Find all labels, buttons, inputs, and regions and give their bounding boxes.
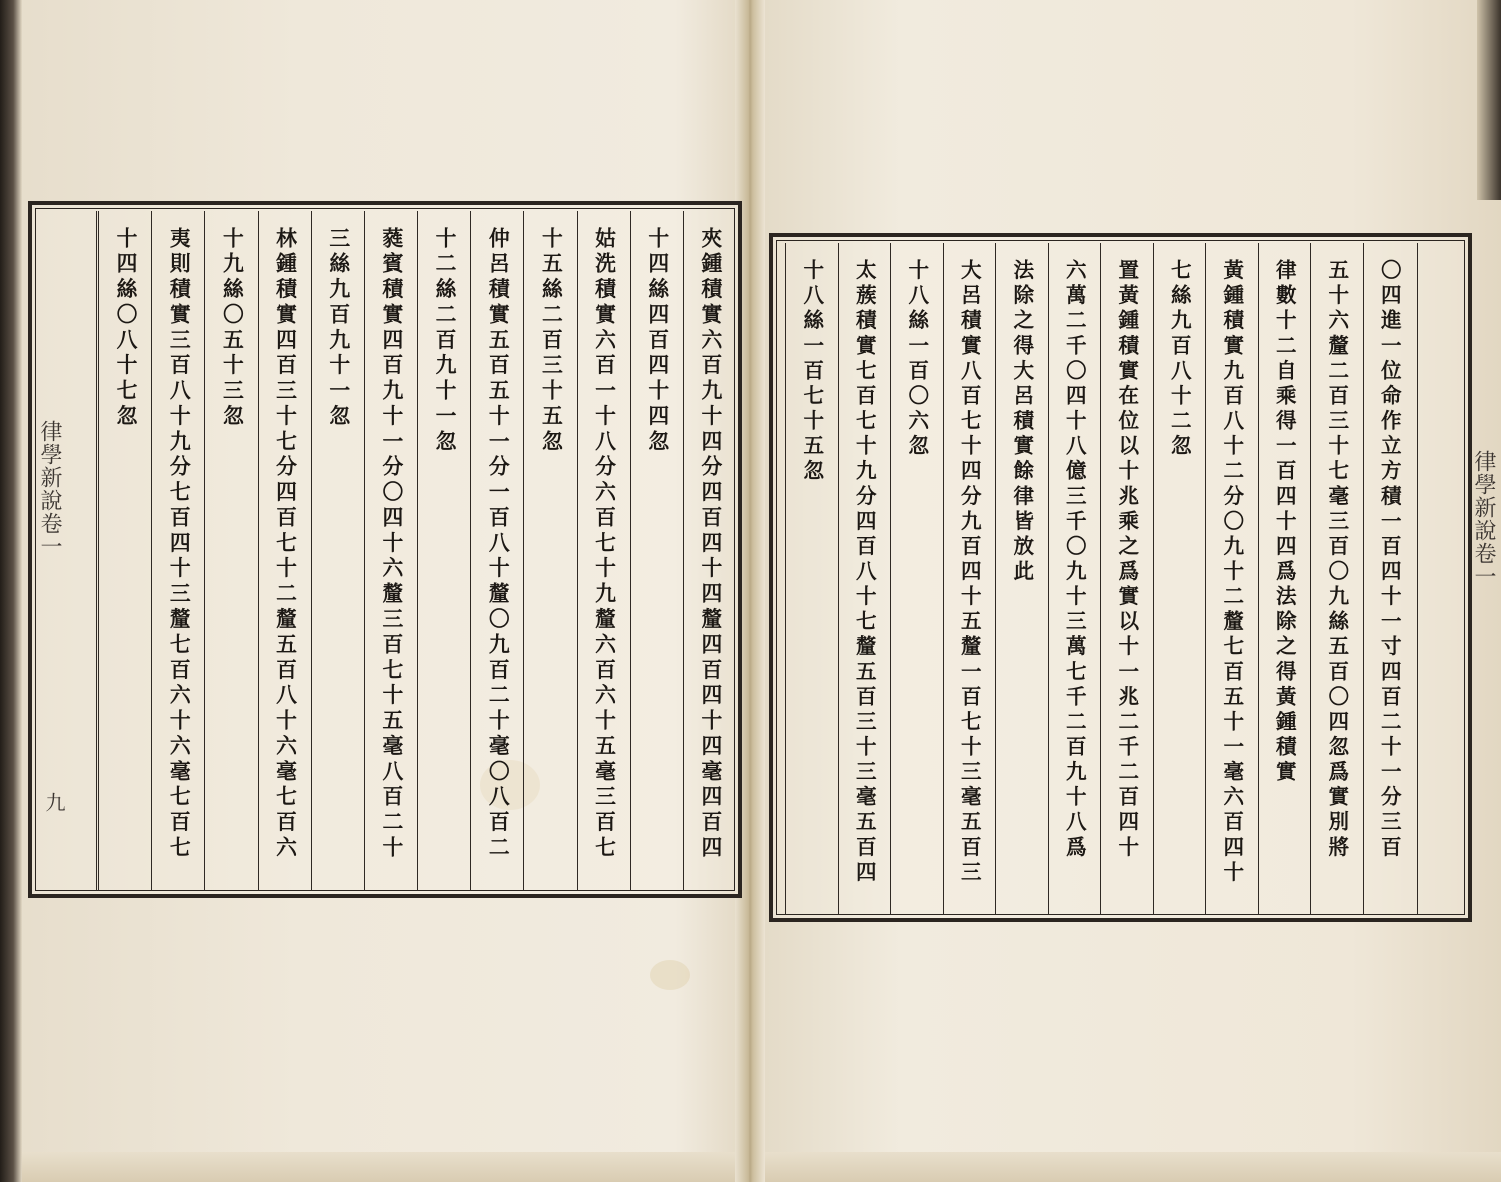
text-column — [1258, 243, 1311, 915]
text-column — [890, 243, 943, 915]
text-column — [577, 211, 630, 891]
text-column — [258, 211, 311, 891]
text-column — [683, 211, 736, 891]
column-text: 十四絲〇八十七忽 — [113, 227, 139, 431]
text-column — [1310, 243, 1363, 915]
column-text: 置黃鍾積實在位以十兆乘之爲實以十一兆二千二百四十 — [1114, 259, 1139, 861]
column-text: 六萬二千〇四十八億三千〇九十三萬七千二百九十八爲 — [1062, 259, 1087, 861]
right-margin-title: 律學新說卷一 — [1471, 450, 1496, 588]
text-column — [98, 211, 151, 891]
column-text: 姑洗積實六百一十八分六百七十九釐六百六十五毫三百七 — [591, 227, 617, 862]
column-text: 林鍾積實四百三十七分四百七十二釐五百八十六毫七百六 — [272, 227, 298, 862]
column-text: 十八絲一百七十五忽 — [799, 259, 824, 485]
column-text: 〇四進一位命作立方積一百四十一寸四百二十一分三百 — [1377, 259, 1402, 861]
paper-stain — [650, 960, 690, 990]
column-text: 太蔟積實七百七十九分四百八十七釐五百三十三毫五百四 — [852, 259, 877, 886]
text-column — [995, 243, 1048, 915]
column-text: 五十六釐二百三十七毫三百〇九絲五百〇四忽爲實別將 — [1324, 259, 1349, 861]
column-text: 夷則積實三百八十九分七百四十三釐七百六十六毫七百七 — [166, 227, 192, 862]
left-folio-number: 九 — [42, 792, 66, 812]
text-column — [417, 211, 470, 891]
column-text: 大呂積實八百七十四分九百四十五釐一百七十三毫五百三 — [957, 259, 982, 886]
center-column-block — [1417, 243, 1462, 915]
text-column — [204, 211, 257, 891]
column-text: 仲呂積實五百五十一分一百八十釐〇九百二十毫〇八百二 — [485, 227, 511, 862]
text-column — [1048, 243, 1101, 915]
text-column — [1153, 243, 1206, 915]
right-page-frame — [769, 233, 1472, 922]
right-page-columns — [785, 243, 1415, 915]
column-text: 律數十二自乘得一百四十四爲法除之得黃鍾積實 — [1272, 259, 1297, 786]
column-text: 十二絲二百九十一忽 — [432, 227, 458, 456]
left-margin-title: 律學新說卷一 — [37, 420, 62, 558]
column-text: 蕤賓積實四百九十一分〇四十六釐三百七十五毫八百二十 — [378, 227, 404, 862]
column-text: 十八絲一百〇六忽 — [904, 259, 929, 460]
book-right-edge — [1477, 0, 1501, 200]
column-text: 十九絲〇五十三忽 — [219, 227, 245, 431]
text-column — [364, 211, 417, 891]
column-text: 法除之得大呂積實餘律皆放此 — [1009, 259, 1034, 585]
text-column — [838, 243, 891, 915]
column-text: 七絲九百八十二忽 — [1167, 259, 1192, 460]
text-column — [1205, 243, 1258, 915]
text-column — [630, 211, 683, 891]
book-left-edge — [0, 0, 22, 1182]
text-column — [1100, 243, 1153, 915]
column-text: 十四絲四百四十四忽 — [644, 227, 670, 456]
column-text: 十五絲二百三十五忽 — [538, 227, 564, 456]
column-text: 黃鍾積實九百八十二分〇九十二釐七百五十一毫六百四十 — [1219, 259, 1244, 886]
text-column — [470, 211, 523, 891]
text-column — [785, 243, 838, 915]
text-column — [151, 211, 204, 891]
text-column — [311, 211, 364, 891]
left-page-columns — [98, 211, 736, 891]
text-column — [523, 211, 576, 891]
text-column — [1363, 243, 1416, 915]
text-column — [943, 243, 996, 915]
left-page-frame — [28, 201, 742, 898]
column-text: 三絲九百九十一忽 — [325, 227, 351, 431]
column-text: 夾鍾積實六百九十四分四百四十四釐四百四十四毫四百四 — [697, 227, 723, 862]
